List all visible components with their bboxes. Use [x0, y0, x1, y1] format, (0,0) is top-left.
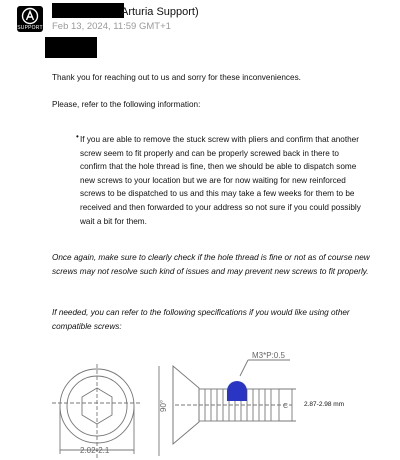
note-text: Once again, make sure to clearly check if the hole thread is fine or not as of course new screws may not resolve such kind of issues and may prevent new screws to fit properly.: [52, 253, 370, 276]
length-dimension: 2.87-2.98 mm: [304, 401, 345, 408]
thread-label: M3*P:0.5: [252, 351, 285, 360]
bottom-dimension: 2.02-2.1: [80, 446, 110, 455]
email-header: [0, 0, 400, 36]
bullet-text: If you are able to remove the stuck screw with pliers and confirm that another screw seem to fit properly and can be properly screwed back in there to confirm that the hole thread is fine, then we should be able to dispatch some new screws to your location but we are for now waiting for new reinforced screws to be dispatched to us and this may take a few weeks for them to be received and then forwarded to your address so not sure if you could possibly wait a bit for them.: [80, 135, 361, 226]
email-date: Feb 13, 2024, 11:59 GMT+1: [52, 21, 171, 32]
redacted-sender-name: [52, 3, 124, 18]
arturia-logo: [17, 6, 43, 32]
c-label: C: [283, 403, 289, 410]
arturia-logo-icon: [21, 7, 39, 25]
greeting-text: Thank you for reaching out to us and sorry for these inconveniences.: [52, 73, 301, 82]
refer-text: Please, refer to the following information:: [52, 100, 201, 109]
thread-highlight: [227, 381, 247, 401]
screw-spec-drawing: [52, 346, 382, 460]
screw-side-view: [159, 360, 296, 456]
head-angle-dimension: 90°: [159, 399, 168, 412]
redacted-recipient: [45, 37, 97, 58]
specs-intro-text: If needed, you can refer to the following specifications if you would like using other compatible screws:: [52, 308, 350, 331]
sender-name: Arturia Support): [121, 6, 199, 18]
logo-label: SUPPORT: [17, 25, 43, 31]
bullet-marker: •: [76, 132, 79, 141]
